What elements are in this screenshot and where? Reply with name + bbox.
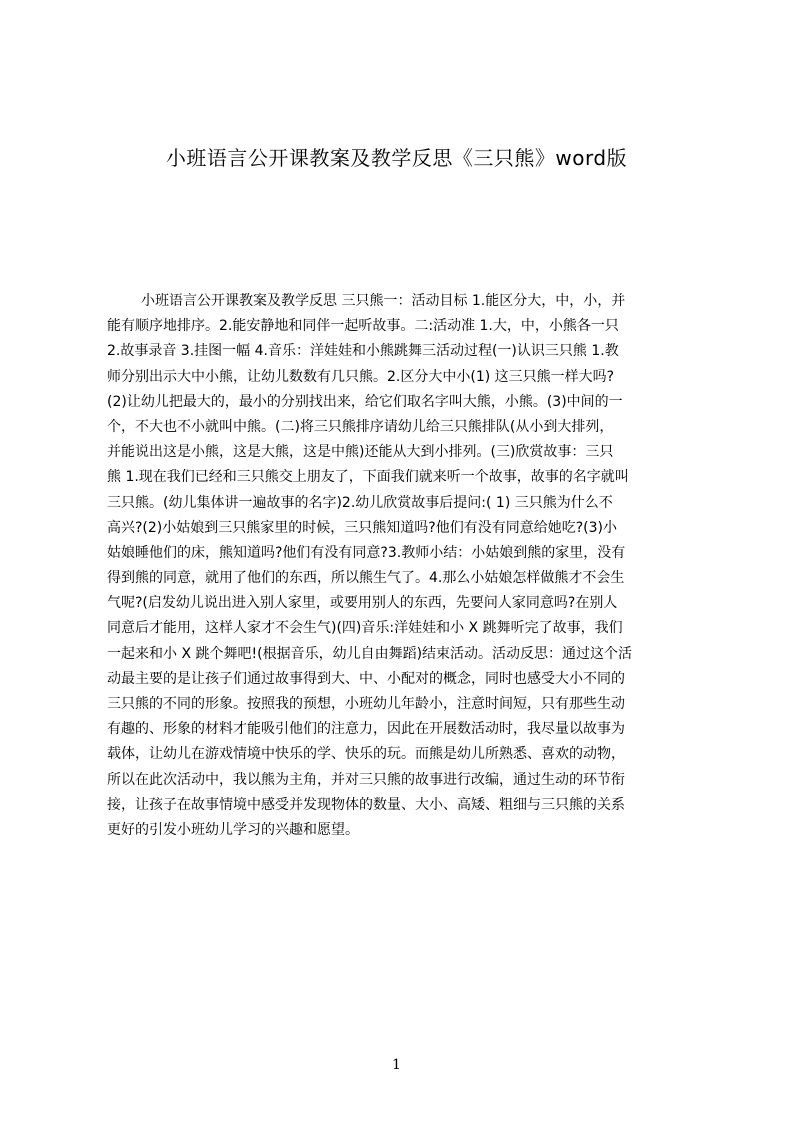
body-line: 个，不大也不小就叫中熊。(二)将三只熊排序请幼儿给三只熊排队(从小到大排列， [107,418,614,435]
body-line: 三只熊。(幼儿集体讲一遍故事的名字)2.幼儿欣赏故事后提问:( 1) 三只熊为什么不 [107,494,613,511]
body-line: 师分别出示大中小熊，让幼儿数数有几只熊。2.区分大中小(1) 这三只熊一样大吗? [107,368,615,385]
body-line: 小班语言公开课教案及教学反思 三只熊一：活动目标 1.能区分大，中，小，并 [141,293,626,309]
body-line: 熊 1.现在我们已经和三只熊交上朋友了，下面我们就来听一个故事，故事的名字就叫 [107,469,629,486]
body-line: 高兴?(2)小姑娘到三只熊家里的时候，三只熊知道吗?他们有没有同意给她吃?(3)小 [107,519,617,536]
body-line: 一起来和小 X 跳个舞吧!(根据音乐，幼儿自由舞蹈)结束活动。活动反思：通过这个活 [107,645,633,662]
body-line: 所以在此次活动中，我以熊为主角，并对三只熊的故事进行改编，通过生动的环节衔 [107,771,625,788]
body-line: 接，让孩子在故事情境中感受并发现物体的数量、大小、高矮、粗细与三只熊的关系 [107,796,625,813]
body-line: 动最主要的是让孩子们通过故事得到大、中、小配对的概念，同时也感受大小不同的 [107,670,625,687]
body-line: 更好的引发小班幼儿学习的兴趣和愿望。 [107,821,359,838]
body-line: 三只熊的不同的形象。按照我的预想，小班幼儿年龄小，注意时间短，只有那些生动 [107,696,625,712]
page-number: 1 [392,1057,401,1073]
body-line: 能有顺序地排序。2.能安静地和同伴一起听故事。二:活动准 1.大，中，小熊各一只 [107,318,619,335]
body-line: 姑娘睡他们的床，熊知道吗?他们有没有同意?3.教师小结：小姑娘到熊的家里，没有 [107,544,626,561]
body-line: 气呢?(启发幼儿说出进入别人家里，或要用别人的东西，先要问人家同意吗?在别人 [107,595,618,612]
body-line: 并能说出这是小熊，这是大熊，这是中熊)还能从大到小排列。(三)欣赏故事：三只 [107,444,614,461]
body-line: 同意后才能用，这样人家才不会生气)(四)音乐:洋娃娃和小 X 跳舞听完了故事，我们 [107,620,623,637]
body-line: 得到熊的同意，就用了他们的东西，所以熊生气了。4.那么小姑娘怎样做熊才不会生 [107,570,625,587]
body-line: (2)让幼儿把最大的，最小的分别找出来，给它们取名字叫大熊，小熊。(3)中间的一 [107,393,623,410]
document-body [107,289,697,879]
document-title: 小班语言公开课教案及教学反思《三只熊》word版 [165,146,628,170]
body-line: 有趣的、形象的材料才能吸引他们的注意力，因此在开展数活动时，我尽量以故事为 [107,721,625,738]
body-line: 2.故事录音 3.挂图一幅 4.音乐：洋娃娃和小熊跳舞三活动过程(一)认识三只熊 1.教 [107,343,619,360]
body-line: 载体，让幼儿在游戏情境中快乐的学、快乐的玩。而熊是幼儿所熟悉、喜欢的动物， [107,746,625,763]
